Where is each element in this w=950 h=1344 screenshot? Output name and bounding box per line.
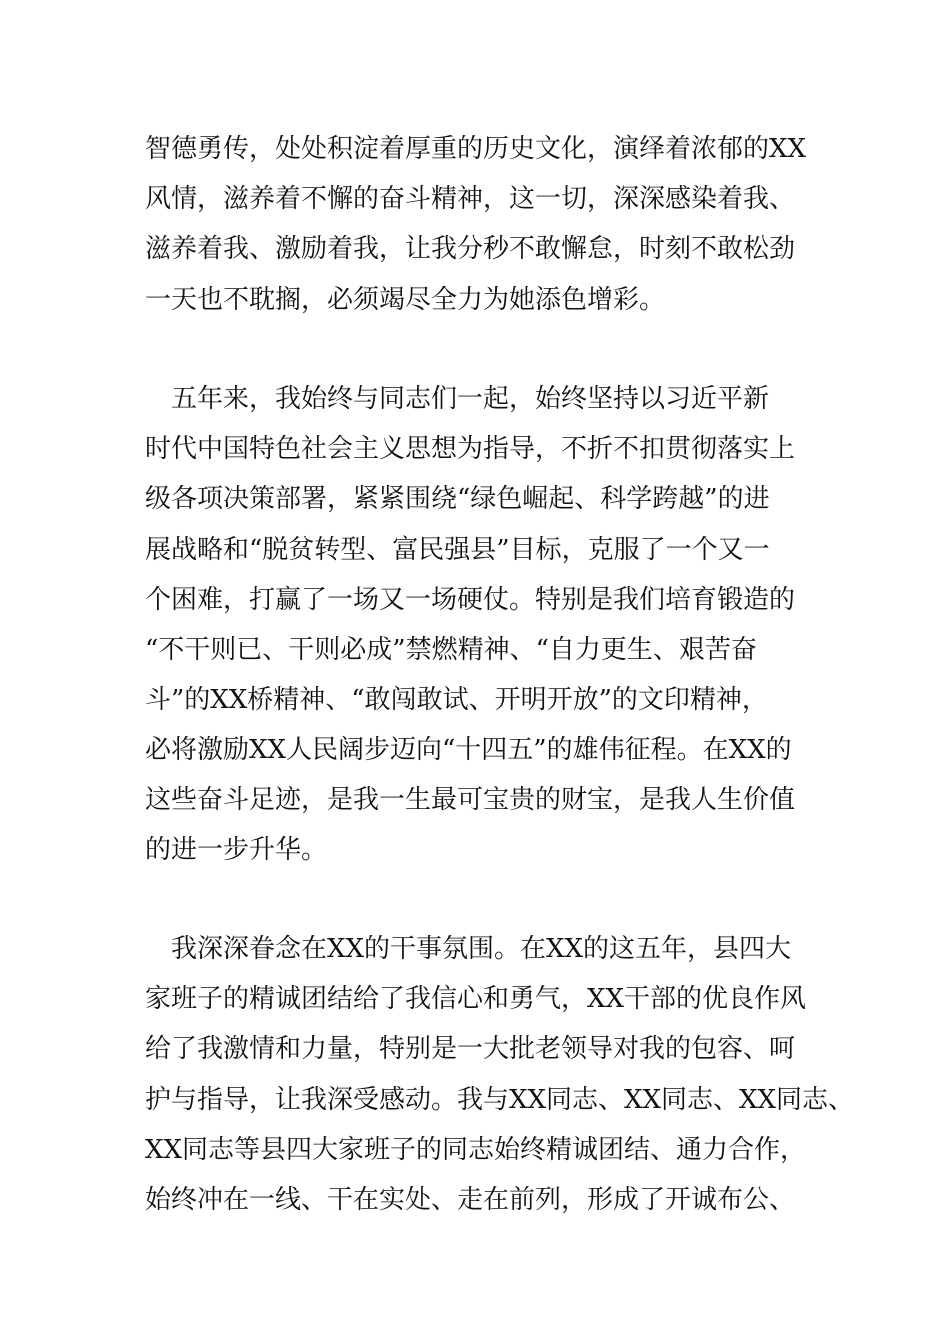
paragraph-3-line-1: 我深深眷念在XX的干事氛围。在XX的这五年，县四大 (145, 934, 792, 964)
paragraph-3-line-2: 家班子的精诚团结给了我信心和勇气，XX干部的优良作风 (145, 984, 807, 1014)
paragraph-3-line-3: 给了我激情和力量，特别是一大批老领导对我的包容、呵 (145, 1034, 796, 1064)
paragraph-3-line-6: 始终冲在一线、干在实处、走在前列，形成了开诚布公、 (145, 1185, 796, 1215)
paragraph-2-line-1: 五年来，我始终与同志们一起，始终坚持以习近平新 (145, 384, 770, 414)
paragraph-2-line-5: 个困难，打赢了一场又一场硬仗。特别是我们培育锻造的 (145, 585, 796, 615)
paragraph-1-line-1: 智德勇传，处处积淀着厚重的历史文化，演绎着浓郁的XX (145, 134, 807, 164)
paragraph-1-line-3: 滋养着我、激励着我，让我分秒不敢懈怠，时刻不敢松劲 (145, 234, 796, 264)
paragraph-2-line-9: 这些奋斗足迹，是我一生最可宝贵的财宝，是我人生价值 (145, 785, 796, 815)
paragraph-2-line-4: 展战略和“脱贫转型、富民强县”目标，克服了一个又一 (145, 535, 770, 565)
paragraph-2-line-2: 时代中国特色社会主义思想为指导，不折不扣贯彻落实上 (145, 434, 796, 464)
paragraph-2-line-10: 的进一步升华。 (145, 835, 328, 865)
paragraph-3-line-4: 护与指导，让我深受感动。我与XX同志、XX同志、XX同志、 (145, 1085, 855, 1115)
paragraph-1-line-2: 风情，滋养着不懈的奋斗精神，这一切，深深感染着我、 (145, 184, 796, 214)
paragraph-2-line-6: “不干则已、干则必成”禁燃精神、“自力更生、艰苦奋 (145, 635, 757, 665)
paragraph-2-line-7: 斗”的XX桥精神、“敢闯敢试、开明开放”的文印精神， (145, 685, 768, 715)
paragraph-3-line-5: XX同志等县四大家班子的同志始终精诚团结、通力合作， (145, 1135, 807, 1165)
paragraph-2-line-3: 级各项决策部署，紧紧围绕“绿色崛起、科学跨越”的进 (145, 484, 770, 514)
paragraph-1-line-4: 一天也不耽搁，必须竭尽全力为她添色增彩。 (145, 285, 666, 315)
paragraph-2-line-8: 必将激励XX人民阔步迈向“十四五”的雄伟征程。在XX的 (145, 735, 792, 765)
